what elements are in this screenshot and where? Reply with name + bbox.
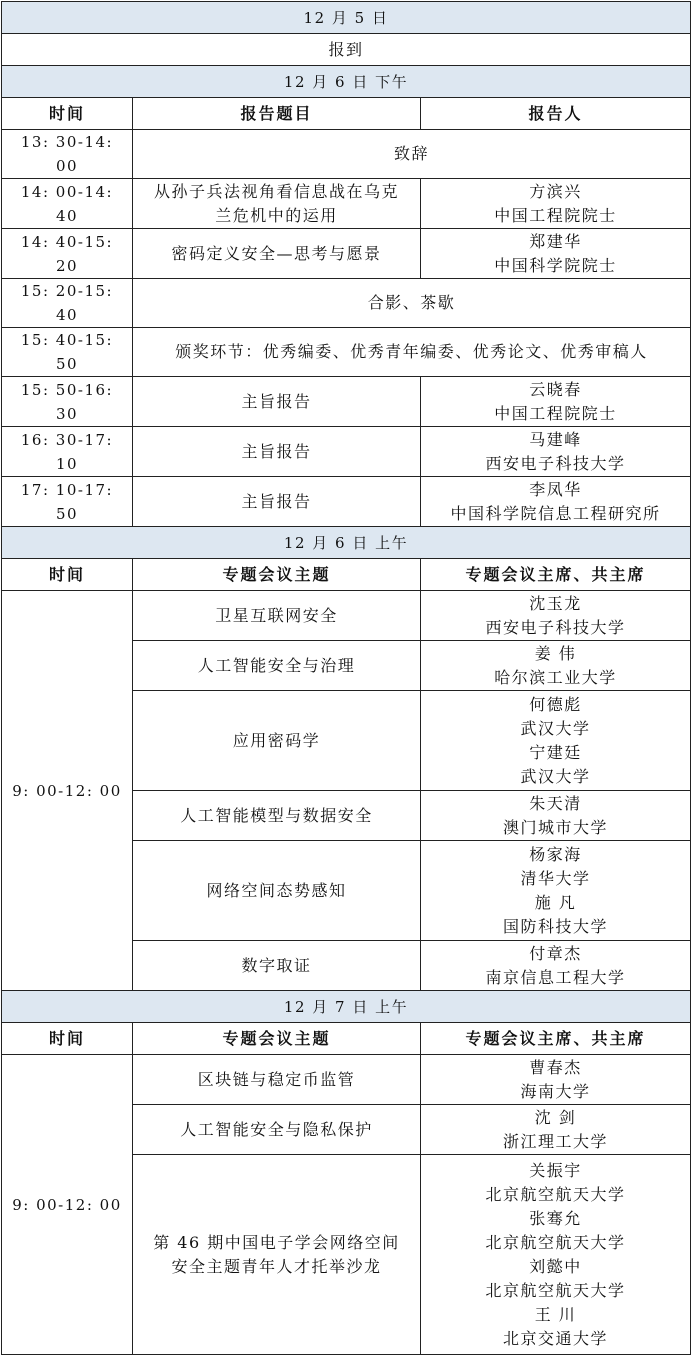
session-chairs-line: 朱天清	[529, 793, 582, 813]
column-header-row	[2, 1023, 691, 1055]
speaker-cell	[421, 179, 691, 229]
session-topic	[133, 1055, 421, 1105]
column-header-row	[2, 98, 691, 130]
session-row	[2, 1055, 691, 1105]
session-chairs-line: 澳门城市大学	[503, 817, 609, 837]
speaker-cell	[421, 477, 691, 527]
time-cell: 17: 10-17: 50	[2, 477, 133, 527]
session-chairs-line: 国防科技大学	[503, 916, 609, 936]
session-chairs-line: 武汉大学	[520, 766, 591, 786]
speaker-header: 报告人	[421, 98, 691, 130]
speaker-cell-line: 中国科学院院士	[494, 255, 617, 275]
session-chairs	[421, 1155, 691, 1355]
time-cell: 16: 30-17: 10	[2, 427, 133, 477]
date-heading: 12 月 6 日 上午	[2, 527, 691, 559]
schedule-row	[2, 179, 691, 229]
session-topic: 网络空间态势感知	[133, 841, 421, 941]
session-chairs-line: 付章杰	[529, 943, 582, 963]
session-chairs	[421, 941, 691, 991]
speaker-cell	[421, 377, 691, 427]
session-chairs-line: 北京航空航天大学	[485, 1184, 626, 1204]
date-row-dec5	[2, 2, 691, 34]
time-cell: 15: 20-15: 40	[2, 279, 133, 328]
session-topic: 数字取证	[133, 941, 421, 991]
session-chairs-line: 刘懿中	[529, 1256, 582, 1276]
session-topic: 人工智能模型与数据安全	[133, 791, 421, 841]
session-chairs-line: 何德彪	[529, 694, 582, 714]
time-cell: 14: 00-14: 40	[2, 179, 133, 229]
topic-cell-line: 主旨报告	[241, 391, 312, 411]
topic-cell	[133, 477, 421, 527]
speaker-cell	[421, 427, 691, 477]
session-row	[2, 591, 691, 641]
session-chairs-line: 浙江理工大学	[503, 1131, 609, 1151]
session-chairs-line: 杨家海	[529, 844, 582, 864]
session-chairs-line: 南京信息工程大学	[485, 967, 626, 987]
session-chairs-line: 武汉大学	[520, 718, 591, 738]
session-chairs-line: 施 凡	[534, 892, 577, 912]
session-chairs-line: 哈尔滨工业大学	[494, 667, 617, 687]
topic-cell	[133, 229, 421, 279]
topic-cell-line: 从孙子兵法视角看信息战在乌克	[153, 181, 399, 201]
session-chairs-line: 曹春杰	[529, 1057, 582, 1077]
time-cell: 15: 40-15: 50	[2, 328, 133, 377]
session-chairs-line: 沈 剑	[534, 1107, 577, 1127]
merged-cell: 合影、茶歇	[133, 279, 691, 328]
session-chairs-line: 海南大学	[520, 1081, 591, 1101]
schedule-row	[2, 377, 691, 427]
session-chairs-line: 清华大学	[520, 868, 591, 888]
speaker-cell-line: 中国工程院院士	[494, 403, 617, 423]
date-heading: 12 月 6 日 下午	[2, 66, 691, 98]
schedule-row	[2, 427, 691, 477]
registration-row	[2, 34, 691, 66]
topic-cell-line: 主旨报告	[241, 441, 312, 461]
speaker-header: 专题会议主席、共主席	[421, 559, 691, 591]
session-chairs	[421, 1105, 691, 1155]
session-topic	[133, 1155, 421, 1355]
column-header-row	[2, 559, 691, 591]
schedule-row	[2, 477, 691, 527]
session-topic-line: 安全主题青年人才托举沙龙	[171, 1256, 382, 1276]
schedule-row	[2, 229, 691, 279]
session-chairs-line: 西安电子科技大学	[485, 617, 626, 637]
session-topic: 应用密码学	[133, 691, 421, 791]
session-topic-line: 人工智能安全与隐私保护	[180, 1119, 373, 1139]
session-chairs-line: 沈玉龙	[529, 593, 582, 613]
merged-cell: 颁奖环节：优秀编委、优秀青年编委、优秀论文、优秀审稿人	[133, 328, 691, 377]
time-cell: 14: 40-15: 20	[2, 229, 133, 279]
speaker-header: 专题会议主席、共主席	[421, 1023, 691, 1055]
session-chairs	[421, 791, 691, 841]
session-chairs-line: 张骞允	[529, 1208, 582, 1228]
session-chairs-line: 姜 伟	[534, 643, 577, 663]
speaker-cell-line: 马建峰	[529, 429, 582, 449]
topic-cell-line: 密码定义安全—思考与愿景	[171, 243, 382, 263]
session-topic	[133, 1105, 421, 1155]
date-row-dec7-am	[2, 991, 691, 1023]
time-cell: 9: 00-12: 00	[2, 1055, 133, 1355]
session-chairs	[421, 641, 691, 691]
session-chairs-line: 北京航空航天大学	[485, 1232, 626, 1252]
topic-cell-line: 兰危机中的运用	[215, 205, 338, 225]
time-cell: 9: 00-12: 00	[2, 591, 133, 991]
topic-cell	[133, 179, 421, 229]
session-chairs-line: 王 川	[534, 1304, 577, 1324]
topic-cell	[133, 377, 421, 427]
session-topic: 人工智能安全与治理	[133, 641, 421, 691]
schedule-row	[2, 279, 691, 328]
topic-cell	[133, 427, 421, 477]
speaker-cell-line: 西安电子科技大学	[485, 453, 626, 473]
speaker-cell-line: 李凤华	[529, 479, 582, 499]
time-header: 时间	[2, 98, 133, 130]
topic-header: 报告题目	[133, 98, 421, 130]
session-chairs-line: 北京航空航天大学	[485, 1280, 626, 1300]
schedule-table	[1, 1, 691, 1355]
speaker-cell-line: 云晓春	[529, 379, 582, 399]
time-header: 时间	[2, 1023, 133, 1055]
topic-header: 专题会议主题	[133, 1023, 421, 1055]
session-chairs	[421, 841, 691, 941]
speaker-cell	[421, 229, 691, 279]
session-chairs-line: 北京交通大学	[503, 1328, 609, 1348]
date-row-dec6-pm	[2, 66, 691, 98]
session-topic: 卫星互联网安全	[133, 591, 421, 641]
speaker-cell-line: 方滨兴	[529, 181, 582, 201]
session-chairs	[421, 691, 691, 791]
speaker-cell-line: 郑建华	[529, 231, 582, 251]
session-chairs-line: 宁建廷	[529, 742, 582, 762]
session-chairs	[421, 1055, 691, 1105]
time-header: 时间	[2, 559, 133, 591]
session-chairs-line: 关振宇	[529, 1160, 582, 1180]
speaker-cell-line: 中国科学院信息工程研究所	[450, 503, 661, 523]
session-chairs	[421, 591, 691, 641]
session-topic-line: 区块链与稳定币监管	[197, 1069, 356, 1089]
schedule-row	[2, 328, 691, 377]
topic-header: 专题会议主题	[133, 559, 421, 591]
date-row-dec6-am	[2, 527, 691, 559]
date-heading: 12 月 7 日 上午	[2, 991, 691, 1023]
topic-cell-line: 主旨报告	[241, 491, 312, 511]
schedule-row	[2, 130, 691, 179]
merged-cell: 致辞	[133, 130, 691, 179]
speaker-cell-line: 中国工程院院士	[494, 205, 617, 225]
date-heading: 12 月 5 日	[2, 2, 691, 34]
time-cell: 15: 50-16: 30	[2, 377, 133, 427]
registration-text: 报到	[2, 34, 691, 66]
session-topic-line: 第 46 期中国电子学会网络空间	[153, 1232, 400, 1252]
time-cell: 13: 30-14: 00	[2, 130, 133, 179]
